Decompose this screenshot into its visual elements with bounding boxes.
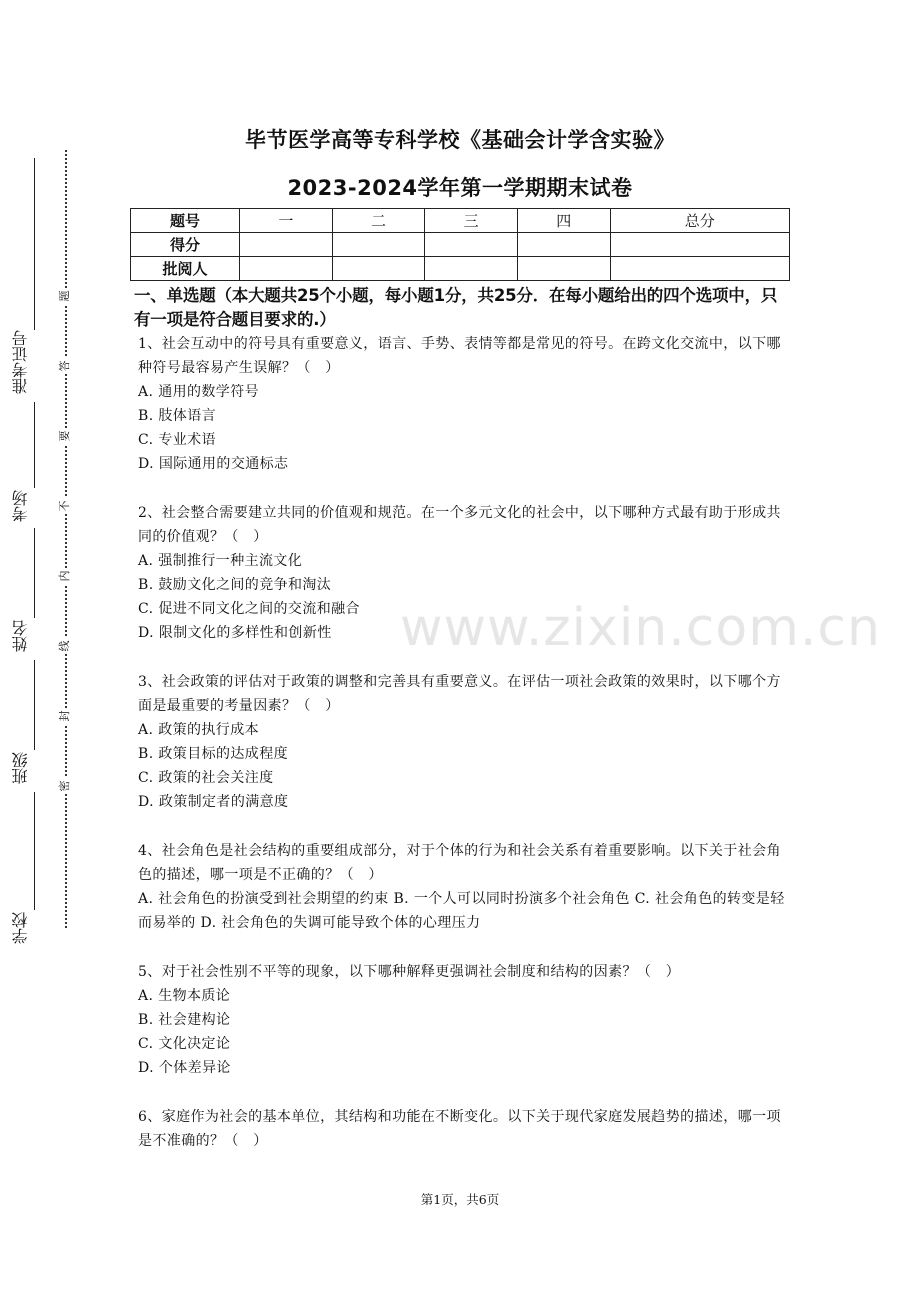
question-2 xyxy=(138,501,788,645)
seal-char: 不 xyxy=(59,498,71,514)
grader-cell[interactable] xyxy=(332,257,425,281)
watermark: www.zixin.com.cn xyxy=(400,598,881,658)
exam-room-label: 考场 xyxy=(11,490,30,522)
exam-content xyxy=(134,284,788,1153)
option-c[interactable]: C. 文化决定论 xyxy=(138,1036,231,1052)
class-label: 班级 xyxy=(11,752,30,784)
name-label: 姓名 xyxy=(11,620,30,652)
score-header-cell: 题号 xyxy=(131,209,240,233)
option-a[interactable]: A. 通用的数学符号 xyxy=(138,384,260,400)
spacer xyxy=(138,476,788,501)
question-5 xyxy=(138,960,788,1080)
options-inline[interactable]: A. 社会角色的扮演受到社会期望的约束 B. 一个人可以同时扮演多个社会角色 C. 社会角色的转变是轻而易举的 D. 社会角色的失调可能导致个体的心理压力 xyxy=(138,891,785,931)
score-cell[interactable] xyxy=(240,233,333,257)
grader-row-label: 批阅人 xyxy=(131,257,240,281)
option-b[interactable]: B. 鼓励文化之间的竞争和淘汰 xyxy=(138,577,332,593)
section-heading: 一、单选题（本大题共25个小题，每小题1分，共25分．在每小题给出的四个选项中，只有一项是符合题目要求的.） xyxy=(134,286,778,329)
question-1 xyxy=(138,332,788,476)
seal-dotted-line xyxy=(65,150,67,928)
name-blank[interactable] xyxy=(34,528,35,618)
grader-cell[interactable] xyxy=(425,257,518,281)
question-stem: 6、家庭作为社会的基本单位，其结构和功能在不断变化。以下关于现代家庭发展趋势的描述，哪一项是不准确的？（ ） xyxy=(138,1109,781,1149)
score-table-header-row xyxy=(131,209,790,233)
score-cell[interactable] xyxy=(610,233,789,257)
grader-cell[interactable] xyxy=(517,257,610,281)
exam-subtitle: 2023-2024学年第一学期期末试卷 xyxy=(287,176,633,200)
score-header-cell: 四 xyxy=(517,209,610,233)
option-b[interactable]: B. 政策目标的达成程度 xyxy=(138,746,288,762)
option-d[interactable]: D. 政策制定者的满意度 xyxy=(138,794,289,810)
question-stem: 4、社会角色是社会结构的重要组成部分，对于个体的行为和社会关系有着重要影响。以下关于社会角色的描述，哪一项是不正确的？（ ） xyxy=(138,843,781,883)
option-c[interactable]: C. 政策的社会关注度 xyxy=(138,770,274,786)
question-4 xyxy=(138,839,788,935)
option-a[interactable]: A. 政策的执行成本 xyxy=(138,722,260,738)
exam-title: 毕节医学高等专科学校《基础会计学含实验》 xyxy=(245,128,675,152)
question-3 xyxy=(138,670,788,814)
seal-char: 要 xyxy=(59,428,71,444)
score-cell[interactable] xyxy=(425,233,518,257)
seal-char: 线 xyxy=(59,638,71,654)
score-header-cell: 三 xyxy=(425,209,518,233)
option-a[interactable]: A. 生物本质论 xyxy=(138,988,231,1004)
option-c[interactable]: C. 专业术语 xyxy=(138,432,216,448)
score-cell[interactable] xyxy=(332,233,425,257)
question-6 xyxy=(138,1105,788,1153)
spacer xyxy=(138,935,788,960)
option-c[interactable]: C. 促进不同文化之间的交流和融合 xyxy=(138,601,360,617)
option-b[interactable]: B. 肢体语言 xyxy=(138,408,216,424)
grader-row xyxy=(131,257,790,281)
page-footer: 第1页，共6页 xyxy=(420,1192,500,1207)
option-b[interactable]: B. 社会建构论 xyxy=(138,1012,231,1028)
grader-cell[interactable] xyxy=(610,257,789,281)
question-stem: 3、社会政策的评估对于政策的调整和完善具有重要意义。在评估一项社会政策的效果时，以下哪个方面是最重要的考量因素？（ ） xyxy=(138,674,781,714)
option-d[interactable]: D. 个体差异论 xyxy=(138,1060,231,1076)
question-stem: 1、社会互动中的符号具有重要意义，语言、手势、表情等都是常见的符号。在跨文化交流中，以下哪种符号最容易产生误解？（ ） xyxy=(138,336,781,376)
seal-char: 答 xyxy=(59,358,71,374)
option-a[interactable]: A. 强制推行一种主流文化 xyxy=(138,553,303,569)
spacer xyxy=(138,814,788,839)
score-row xyxy=(131,233,790,257)
seal-char: 内 xyxy=(59,568,71,584)
option-d[interactable]: D. 国际通用的交通标志 xyxy=(138,456,289,472)
spacer xyxy=(138,1080,788,1105)
question-stem: 2、社会整合需要建立共同的价值观和规范。在一个多元文化的社会中，以下哪种方式最有助于形成共同的价值观？（ ） xyxy=(138,505,781,545)
score-header-cell: 总分 xyxy=(610,209,789,233)
score-table xyxy=(130,208,790,281)
school-blank[interactable] xyxy=(34,792,35,910)
score-header-cell: 二 xyxy=(332,209,425,233)
spacer xyxy=(138,645,788,670)
grader-cell[interactable] xyxy=(240,257,333,281)
seal-char: 密 xyxy=(59,778,71,794)
exam-id-label: 准考证号 xyxy=(11,330,30,394)
exam-room-blank[interactable] xyxy=(34,402,35,488)
school-label: 学校 xyxy=(11,912,30,944)
class-blank[interactable] xyxy=(34,660,35,750)
score-cell[interactable] xyxy=(517,233,610,257)
seal-char: 题 xyxy=(59,288,71,304)
score-header-cell: 一 xyxy=(240,209,333,233)
seal-char: 封 xyxy=(59,708,71,724)
option-d[interactable]: D. 限制文化的多样性和创新性 xyxy=(138,625,332,641)
question-stem: 5、对于社会性别不平等的现象，以下哪种解释更强调社会制度和结构的因素？（ ） xyxy=(138,964,681,980)
score-row-label: 得分 xyxy=(131,233,240,257)
